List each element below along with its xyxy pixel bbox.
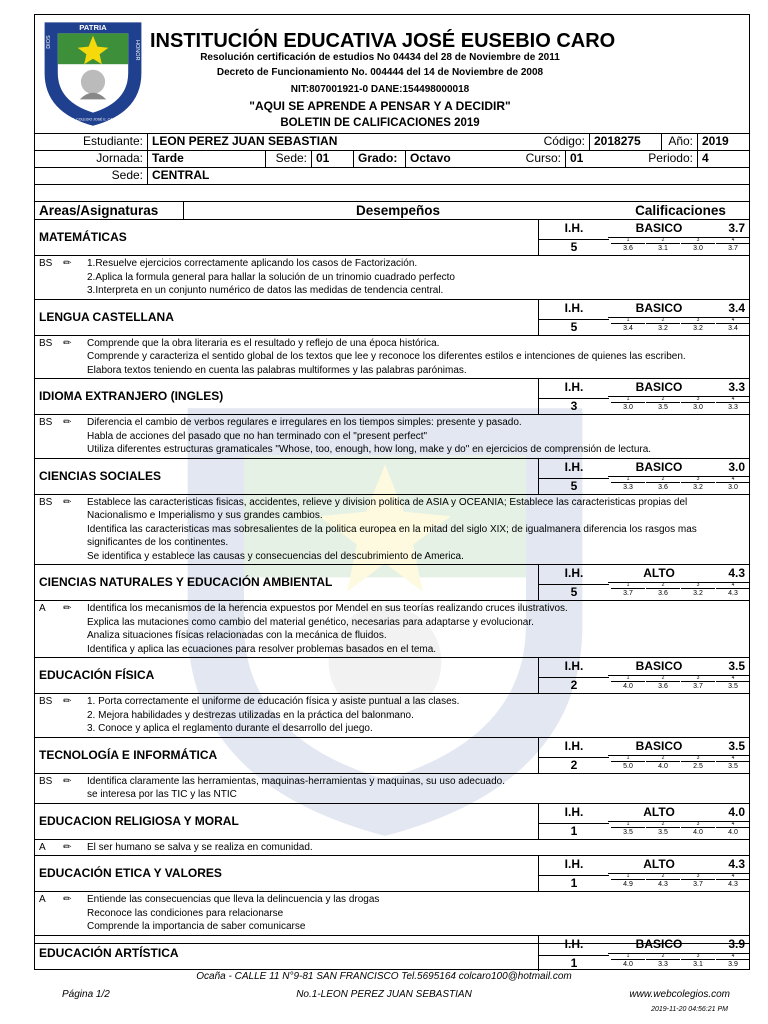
ih-box [538, 936, 609, 971]
footer-timestamp: 2019-11-20 04:56:21 PM [651, 1006, 728, 1013]
period-value: 3.6 [611, 243, 645, 253]
ih-label: I.H. [564, 380, 584, 394]
period-grade [681, 756, 715, 771]
period-grades [608, 476, 749, 495]
period-grade [716, 397, 750, 412]
ih-label: I.H. [564, 804, 584, 819]
performance-description [35, 600, 749, 657]
description-line: Diferencia el cambio de verbos regulares e irregulares en los tiempos simples: presente y pasado. [87, 417, 522, 428]
grades-header: Calificaciones [635, 203, 726, 218]
period-value: 4.0 [611, 681, 645, 691]
ih-value: 2 [539, 757, 609, 772]
pencil-icon: ✏ [63, 417, 72, 428]
footer-website: www.webcolegios.com [629, 989, 730, 1000]
period-value: 4.3 [716, 879, 750, 889]
period-grade [611, 954, 645, 969]
period-number: 4 [731, 873, 735, 879]
period-value: 3.2 [681, 482, 715, 492]
period-value: 3.7 [681, 879, 715, 889]
final-grade: 3.9 [728, 936, 745, 951]
description-line: 1. Porta correctamente el uniforme de educación física y asiste puntual a las clases. [87, 696, 460, 707]
performance-code: A [39, 894, 46, 905]
performance-description [35, 693, 749, 737]
period-grade [611, 676, 645, 691]
period-value: 3.9 [716, 959, 750, 969]
period-grade [681, 238, 715, 253]
period-grade [716, 477, 750, 492]
period-grade [646, 676, 680, 691]
period-value: 2.5 [681, 761, 715, 771]
period-number: 2 [661, 475, 665, 482]
period-number: 2 [661, 754, 665, 761]
description-line: 3. Conoce y aplica el reglamento durante el desarrollo del juego. [87, 723, 373, 734]
period-value: 3.0 [716, 482, 750, 492]
period-value: 3.7 [716, 243, 750, 253]
description-line: significantes de los continentes. [87, 537, 229, 548]
year-label: Año: [661, 134, 697, 150]
performance-code: A [39, 603, 46, 614]
shift-value: Tarde [147, 151, 265, 167]
period-number: 3 [696, 582, 700, 588]
performance-header: Desempeños [183, 202, 608, 219]
performance-description [35, 335, 749, 379]
period-grade [716, 583, 750, 598]
period-value: 3.4 [611, 323, 645, 333]
ih-box [538, 379, 609, 414]
period-grades [608, 582, 749, 601]
final-grade: 4.3 [728, 566, 745, 580]
ih-value: 1 [539, 823, 609, 838]
period-number: 4 [731, 237, 735, 243]
level-label: BASICO [635, 936, 683, 951]
subject-name: EDUCACIÓN FÍSICA [39, 668, 155, 682]
period-number: 4 [731, 952, 735, 959]
period-grade [646, 822, 680, 837]
period-grade [646, 318, 680, 333]
period-value: 3.6 [646, 588, 680, 598]
period-value: 3.5 [646, 827, 680, 837]
ih-label: I.H. [564, 221, 584, 235]
period-number: 3 [696, 754, 700, 761]
performance-description [35, 255, 749, 299]
ih-label: I.H. [564, 566, 584, 580]
period-value: 3.5 [716, 681, 750, 691]
period-value: 3.0 [681, 243, 715, 253]
period-value: 4.0 [681, 827, 715, 837]
period-grade [681, 874, 715, 889]
svg-text:INST. EDUC. COLEGIO JOSÉ E. CA: INST. EDUC. COLEGIO JOSÉ E. CARO OCAÑA [54, 117, 132, 122]
subject-row [35, 564, 749, 600]
description-line: 3.Interpreta en un conjunto numérico de datos las medidas de tendencia central. [87, 285, 444, 296]
ih-box [538, 658, 609, 693]
crest-logo [38, 18, 148, 128]
period-label: Periodo: [648, 151, 693, 165]
campus-row [35, 167, 749, 184]
subject-name: LENGUA CASTELLANA [39, 309, 174, 324]
ih-box [538, 804, 609, 839]
ih-value: 2 [539, 677, 609, 692]
subject-row [35, 737, 749, 773]
course-label: Curso: [525, 151, 561, 165]
pencil-icon: ✏ [63, 603, 72, 614]
level-label: ALTO [643, 857, 675, 871]
description-line: Comprende la importancia de saber comunicarse [87, 921, 306, 932]
campus-label: Sede: [111, 168, 143, 182]
final-grade: 3.3 [728, 380, 745, 394]
subject-name: MATEMÁTICAS [39, 230, 127, 244]
performance-description [35, 891, 749, 935]
description-line: Identifica los mecanismos de la herencia expuestos por Mendel en sus teorías realizando cruces ilustrativos. [87, 603, 568, 614]
areas-header: Areas/Asignaturas [39, 203, 159, 218]
period-number: 3 [696, 952, 700, 959]
period-number: 4 [731, 316, 735, 323]
subject-name: EDUCACION RELIGIOSA Y MORAL [39, 813, 239, 828]
period-grade [681, 397, 715, 412]
period-value: 5.0 [611, 761, 645, 771]
period-number: 4 [731, 754, 735, 761]
period-value: 3.3 [646, 959, 680, 969]
footer-page: Página 1/2 [62, 989, 110, 1000]
period-number: 3 [696, 675, 700, 681]
final-grade: 3.4 [728, 300, 745, 315]
period-number: 1 [626, 820, 630, 827]
description-line: Comprende y caracteriza el sentido global de los textos que lee y reconoce los diferentes estilos e intenciones de quienes las escriben. [87, 351, 686, 362]
description-line: El ser humano se salva y se realiza en comunidad. [87, 841, 313, 853]
performance-code: A [39, 841, 46, 853]
final-grade: 3.7 [728, 221, 745, 235]
resolution-text: Resolución certificación de estudios No 04434 del 28 de Noviembre de 2011 [200, 52, 560, 63]
subject-row [35, 219, 749, 255]
period-value: 4.3 [646, 879, 680, 889]
performance-description [35, 839, 749, 856]
description-line: Identifica las caracteristicas mas sobresalientes de la politica europea en la mitad del siglo XIX; de igualmanera diferencia los rasgos mas [87, 523, 697, 535]
period-number: 3 [696, 316, 700, 323]
period-grade [611, 318, 645, 333]
description-line: Se identifica y establece las causas y consecuencias del descubrimiento de America. [87, 550, 464, 562]
period-grades [608, 821, 749, 840]
period-value: 3.4 [716, 323, 750, 333]
ih-label: I.H. [564, 738, 584, 753]
period-grade [646, 397, 680, 412]
period-number: 4 [731, 396, 735, 402]
performance-code: BS [39, 417, 53, 428]
ih-label: I.H. [564, 300, 584, 315]
description-line: Identifica claramente las herramientas, maquinas-herramientas y maquinas, su uso adecuado. [87, 775, 505, 787]
level-label: BASICO [635, 221, 683, 235]
period-number: 1 [626, 396, 630, 402]
pencil-icon: ✏ [63, 337, 72, 349]
ih-label: I.H. [564, 659, 584, 673]
period-grade [716, 954, 750, 969]
ih-value: 5 [539, 478, 609, 493]
period-grade [716, 874, 750, 889]
level-label: BASICO [635, 300, 683, 315]
period-grade [716, 756, 750, 771]
campus-value: CENTRAL [147, 168, 749, 184]
jornada-row [35, 150, 749, 167]
description-line: Analiza situaciones físicas relacionadas con la mecánica de fluidos. [87, 630, 387, 641]
period-grade [716, 318, 750, 333]
level-label: BASICO [635, 380, 683, 394]
period-grade [611, 477, 645, 492]
footer-student: No.1-LEON PEREZ JUAN SEBASTIAN [296, 989, 472, 1000]
level-label: ALTO [643, 566, 675, 580]
period-value: 4.3 [716, 588, 750, 598]
subject-name: CIENCIAS SOCIALES [39, 468, 162, 483]
period-grade [646, 874, 680, 889]
period-number: 1 [626, 582, 630, 588]
period-grade [646, 238, 680, 253]
period-grades [608, 317, 749, 336]
grade-value: Octavo [405, 151, 523, 167]
description-line: Habla de acciones del pasado que no han terminado con el "present perfect" [87, 430, 428, 442]
pencil-icon: ✏ [63, 696, 72, 707]
period-value: 3.2 [681, 323, 715, 333]
pencil-icon: ✏ [63, 258, 72, 269]
final-grade: 4.0 [728, 804, 745, 819]
period-value: 3.1 [681, 959, 715, 969]
description-line: se interesa por las TIC y las NTIC [87, 789, 237, 800]
period-number: 1 [626, 873, 630, 879]
final-grade: 3.5 [728, 738, 745, 753]
description-line: Identifica y aplica las ecuaciones para resolver problemas basados en el tema. [87, 643, 437, 655]
period-number: 3 [696, 820, 700, 827]
period-grade [611, 874, 645, 889]
period-grade [681, 822, 715, 837]
period-value: 3.2 [646, 323, 680, 333]
period-grade [681, 583, 715, 598]
subject-row [35, 458, 749, 494]
performance-code: BS [39, 258, 53, 269]
svg-text:HONOR: HONOR [133, 40, 140, 61]
period-grade [611, 583, 645, 598]
period-number: 2 [661, 952, 665, 959]
performance-code: BS [39, 496, 53, 508]
description-line: Explica las mutaciones como cambio del material genético, necesarias para adaptarse y evolucionar. [87, 616, 534, 628]
description-line: Entiende las consecuencias que lleva la delincuencia y las drogas [87, 894, 380, 905]
ih-value: 5 [539, 584, 609, 599]
description-line: Utiliza diferentes estructuras gramaticales "Whose, too, enough, how long, make y do" en ejercicios de comprensión de lectura. [87, 444, 652, 455]
ih-value: 1 [539, 955, 609, 970]
period-grade [681, 954, 715, 969]
period-number: 4 [731, 475, 735, 482]
subject-name: CIENCIAS NATURALES Y EDUCACIÓN AMBIENTAL [39, 575, 333, 589]
ih-box [538, 856, 609, 891]
performance-code: BS [39, 337, 53, 349]
period-number: 1 [626, 475, 630, 482]
student-value: LEON PEREZ JUAN SEBASTIAN [147, 134, 507, 150]
period-number: 4 [731, 675, 735, 681]
description-line: 2.Aplica la formula general para hallar la solución de un trinomio cuadrado perfecto [87, 271, 455, 283]
level-label: BASICO [635, 738, 683, 753]
period-value: 3.7 [681, 681, 715, 691]
footer-address: Ocaña - CALLE 11 N°9-81 SAN FRANCISCO Tel.5695164 colcaro100@hotmail.com [196, 971, 572, 982]
period-value: 3.7 [611, 588, 645, 598]
student-label: Estudiante: [82, 134, 143, 148]
period-number: 1 [626, 316, 630, 323]
period-number: 2 [661, 675, 665, 681]
period-value: 3.5 [716, 761, 750, 771]
code-label: Código: [543, 134, 585, 148]
ih-value: 5 [539, 319, 609, 334]
final-grade: 3.0 [728, 459, 745, 474]
period-value: 3.5 [611, 827, 645, 837]
subject-row [35, 657, 749, 693]
code-value: 2018275 [589, 134, 661, 150]
period-value: 3.3 [716, 402, 750, 412]
period-grade [646, 477, 680, 492]
period-number: 1 [626, 754, 630, 761]
period-grades [608, 755, 749, 774]
period-value: 3.6 [646, 482, 680, 492]
table-header-row [35, 201, 749, 219]
subject-row [35, 935, 749, 971]
period-grades [608, 396, 749, 415]
period-grade [681, 477, 715, 492]
period-number: 3 [696, 873, 700, 879]
period-number: 3 [696, 475, 700, 482]
pencil-icon: ✏ [63, 496, 72, 508]
subject-row [35, 378, 749, 414]
decree-text: Decreto de Funcionamiento No. 004444 del 14 de Noviembre de 2008 [216, 67, 544, 78]
period-number: 3 [696, 237, 700, 243]
ih-box [538, 565, 609, 600]
description-line: Establece las caracteristicas fisicas, accidentes, relieve y division politica de ASIA y OCEANIA; Establece las caracteristicas propias del [87, 496, 688, 508]
period-number: 1 [626, 675, 630, 681]
period-value: 3.0 [611, 402, 645, 412]
level-label: BASICO [635, 459, 683, 474]
institution-name: INSTITUCIÓN EDUCATIVA JOSÉ EUSEBIO CARO [150, 30, 616, 52]
description-line: 2. Mejora habilidades y destrezas utilizadas en la práctica del balonmano. [87, 709, 414, 721]
motto-text: "AQUI SE APRENDE A PENSAR Y A DECIDIR" [249, 99, 511, 113]
period-grade [611, 756, 645, 771]
period-grade [611, 822, 645, 837]
period-grades [608, 873, 749, 892]
period-value: 3.2 [681, 588, 715, 598]
description-line: Reconoce las condiciones para relacionarse [87, 907, 284, 919]
period-grades [608, 953, 749, 972]
nit-text: NIT:807001921-0 DANE:154498000018 [290, 84, 470, 95]
level-label: BASICO [635, 659, 683, 673]
campus-num-label: Sede: [265, 151, 311, 167]
period-value: 4.0 [646, 761, 680, 771]
period-grade [611, 397, 645, 412]
ih-label: I.H. [564, 936, 584, 951]
pencil-icon: ✏ [63, 775, 72, 787]
period-grades [608, 675, 749, 694]
spacer-row [35, 184, 749, 201]
period-value: 4.9 [611, 879, 645, 889]
ih-value: 3 [539, 398, 609, 413]
performance-code: BS [39, 775, 53, 787]
svg-text:PATRIA: PATRIA [79, 23, 107, 33]
ih-value: 5 [539, 239, 609, 254]
subject-row [35, 299, 749, 335]
period-value: 3.0 [681, 402, 715, 412]
period-grade [681, 318, 715, 333]
period-grade [646, 954, 680, 969]
ih-label: I.H. [564, 857, 584, 871]
period-grades [608, 237, 749, 256]
period-number: 1 [626, 237, 630, 243]
subject-name: EDUCACIÓN ETICA Y VALORES [39, 866, 222, 880]
level-label: ALTO [643, 804, 675, 819]
ih-box [538, 459, 609, 494]
student-row [35, 133, 749, 150]
pencil-icon: ✏ [63, 894, 72, 905]
period-grade [681, 676, 715, 691]
campus-num-value: 01 [311, 151, 353, 167]
subject-row [35, 855, 749, 891]
performance-code: BS [39, 696, 53, 707]
subject-name: TECNOLOGÍA E INFORMÁTICA [39, 747, 218, 762]
ih-box [538, 220, 609, 255]
final-grade: 4.3 [728, 857, 745, 871]
period-number: 2 [661, 582, 665, 588]
ih-box [538, 300, 609, 335]
performance-description [35, 414, 749, 458]
period-grade [716, 676, 750, 691]
subject-row [35, 803, 749, 839]
performance-description [35, 773, 749, 803]
period-value: 4.0 [716, 827, 750, 837]
ih-value: 1 [539, 875, 609, 890]
period-grade [646, 756, 680, 771]
period-value: 3.6 [646, 681, 680, 691]
pencil-icon: ✏ [63, 841, 72, 853]
period-number: 2 [661, 237, 665, 243]
period-number: 2 [661, 396, 665, 402]
ih-box [538, 738, 609, 773]
final-grade: 3.5 [728, 659, 745, 673]
period-value: 4 [697, 151, 749, 167]
period-number: 2 [661, 820, 665, 827]
period-grade [611, 238, 645, 253]
shift-label: Jornada: [96, 151, 143, 165]
period-value: 3.5 [646, 402, 680, 412]
description-line: Elabora textos teniendo en cuenta las palabras multiformes y las palabras parónimas. [87, 364, 467, 376]
period-grade [716, 238, 750, 253]
ih-label: I.H. [564, 459, 584, 474]
period-value: 3.3 [611, 482, 645, 492]
subject-name: IDIOMA EXTRANJERO (INGLES) [39, 389, 224, 403]
period-number: 3 [696, 396, 700, 402]
period-value: 3.1 [646, 243, 680, 253]
table-bottom [35, 943, 749, 944]
period-number: 1 [626, 952, 630, 959]
period-number: 4 [731, 820, 735, 827]
period-grade [646, 583, 680, 598]
report-title: BOLETIN DE CALIFICACIONES 2019 [280, 117, 480, 129]
year-value: 2019 [697, 134, 749, 150]
period-grade [716, 822, 750, 837]
period-number: 2 [661, 316, 665, 323]
course-value: 01 [565, 151, 641, 167]
description-line: Nacionalismo e Imperialismo y sus grandes cambios. [87, 510, 323, 521]
svg-text:DIOS: DIOS [46, 35, 53, 49]
description-line: 1.Resuelve ejercicios correctamente aplicando los casos de Factorización. [87, 258, 418, 269]
description-line: Comprende que la obra literaria es el resultado y reflejo de una época histórica. [87, 337, 440, 349]
grade-label: Grado: [353, 151, 405, 167]
subject-name: EDUCACIÓN ARTÍSTICA [39, 945, 179, 960]
period-number: 4 [731, 582, 735, 588]
performance-description [35, 494, 749, 565]
period-value: 4.0 [611, 959, 645, 969]
period-number: 2 [661, 873, 665, 879]
